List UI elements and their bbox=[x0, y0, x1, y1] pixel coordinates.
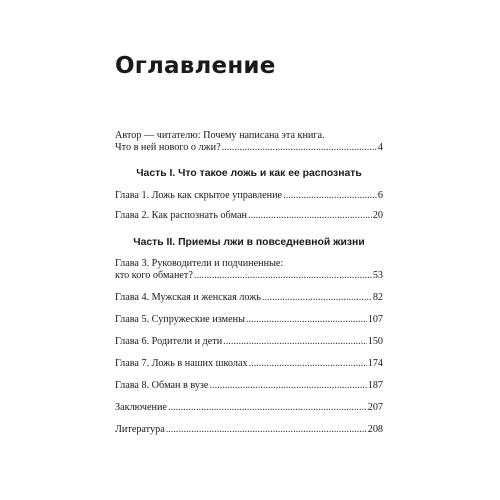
toc-leader bbox=[283, 190, 377, 202]
toc-entry-ch3 bbox=[115, 258, 383, 282]
toc-page-number: 150 bbox=[367, 336, 383, 347]
toc-entry-label: Глава 4. Мужская и женская ложь bbox=[115, 292, 261, 303]
toc-leader bbox=[248, 210, 372, 222]
part-heading: Часть I. Что такое ложь и как ее распознать bbox=[136, 168, 362, 179]
toc-page-number: 6 bbox=[377, 190, 383, 201]
toc-entry bbox=[115, 314, 383, 326]
toc-page-number: 107 bbox=[367, 314, 383, 325]
toc-leader bbox=[222, 142, 377, 154]
toc-entry-label: Глава 5. Супружеские измены bbox=[115, 314, 245, 325]
toc-entry-line: Глава 3. Руководители и подчиненные: bbox=[115, 258, 284, 269]
toc-entry-label: Глава 8. Обман в вузе bbox=[115, 380, 209, 391]
toc-page-number: 82 bbox=[372, 292, 383, 303]
toc-entry-label: Глава 2. Как распознать обман bbox=[115, 210, 247, 221]
toc-page-number: 208 bbox=[367, 424, 383, 435]
toc-page-number: 207 bbox=[367, 402, 383, 413]
toc-entry-label: Заключение bbox=[115, 402, 167, 413]
toc-leader bbox=[194, 270, 372, 282]
toc-entry-label: Глава 1. Ложь как скрытое управление bbox=[115, 190, 283, 201]
toc-entry-label: Глава 6. Родители и дети bbox=[115, 336, 223, 347]
toc-entry bbox=[115, 424, 383, 436]
page-title: Оглавление bbox=[115, 53, 276, 79]
toc-entry bbox=[115, 210, 383, 222]
toc-entry-label: Глава 7. Ложь в наших школах bbox=[115, 358, 248, 369]
toc-leader bbox=[168, 402, 367, 414]
toc-entry bbox=[115, 402, 383, 414]
toc-page-number: 20 bbox=[372, 210, 383, 221]
toc-page-number: 53 bbox=[372, 270, 383, 281]
toc-page-number: 174 bbox=[367, 358, 383, 369]
toc-entry bbox=[115, 292, 383, 304]
toc-leader bbox=[262, 292, 372, 304]
toc-entry-label: кто кого обманет? bbox=[115, 270, 193, 281]
toc-leader bbox=[246, 314, 367, 326]
toc-entry-line: Автор — читателю: Почему написана эта книга. bbox=[115, 130, 325, 141]
part-heading: Часть II. Приемы лжи в повседневной жизни bbox=[133, 237, 365, 248]
toc-leader bbox=[223, 336, 367, 348]
toc-entry-label: Что в ней нового о лжи? bbox=[115, 142, 221, 153]
toc-entry-label: Литература bbox=[115, 424, 165, 435]
toc-entry bbox=[115, 380, 383, 392]
toc-page-number: 187 bbox=[367, 380, 383, 391]
toc-entry bbox=[115, 190, 383, 202]
toc-page-number: 4 bbox=[377, 142, 383, 153]
toc-leader bbox=[166, 424, 367, 436]
toc-entry-intro bbox=[115, 130, 383, 154]
toc-entry bbox=[115, 336, 383, 348]
toc-leader bbox=[249, 358, 367, 370]
toc-entry bbox=[115, 358, 383, 370]
toc-leader bbox=[209, 380, 366, 392]
